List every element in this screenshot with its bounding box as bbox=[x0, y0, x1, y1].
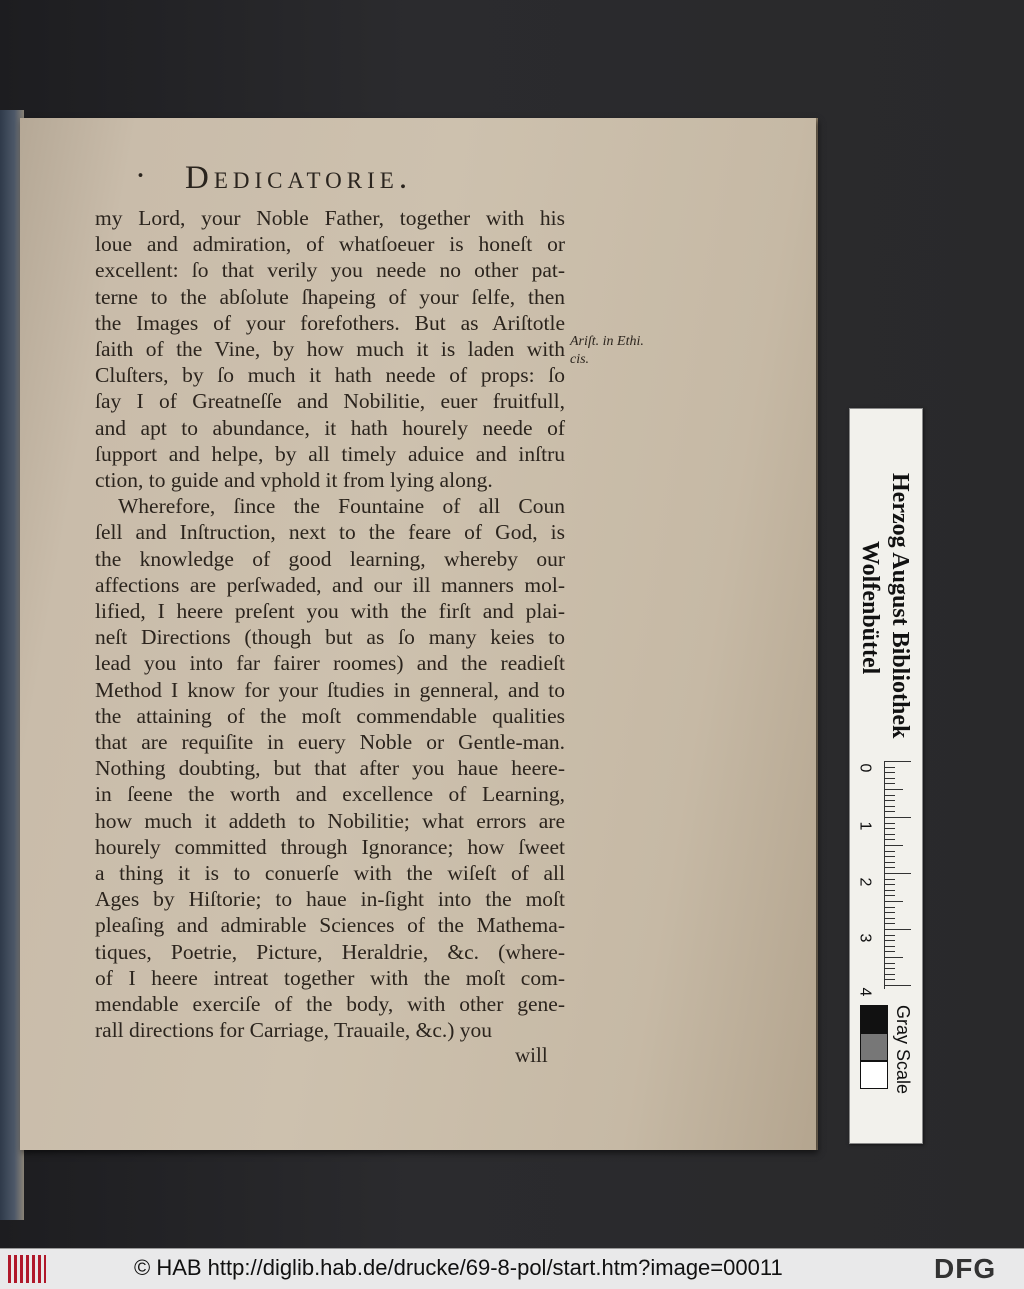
ruler-mark bbox=[885, 968, 895, 969]
ruler-mark bbox=[885, 890, 895, 891]
ruler-mark bbox=[885, 946, 895, 947]
text-line: rall directions for Carriage, Trauaile, &c.) you bbox=[95, 1018, 493, 1043]
ruler-mark bbox=[885, 839, 895, 840]
library-name: Herzog August Bibliothek bbox=[887, 473, 913, 739]
text-line: Cluſters, by ſo much it hath neede of props: ſo bbox=[95, 363, 565, 388]
ruler-mark bbox=[885, 834, 895, 835]
text-line: pleaſing and admirable Sciences of the Mathema- bbox=[95, 913, 565, 938]
text-line: Ages by Hiſtorie; to haue in-ſight into the moſt bbox=[95, 887, 565, 912]
ruler-mark bbox=[885, 817, 911, 818]
ruler-mark bbox=[885, 800, 895, 801]
ruler-mark bbox=[885, 783, 895, 784]
ruler-mark bbox=[885, 940, 895, 941]
ruler-mark bbox=[885, 957, 903, 958]
text-line: in ſeene the worth and excellence of Learning, bbox=[95, 782, 565, 807]
text-line: ſay I of Greatneſſe and Nobilitie, euer fruitfull, bbox=[95, 389, 565, 414]
footer-link[interactable]: © HAB http://diglib.hab.de/drucke/69-8-pol/start.htm?image=00011 bbox=[134, 1255, 783, 1280]
ruler-mark bbox=[885, 974, 895, 975]
margin-note: Ariſt. in Ethi. bbox=[570, 334, 644, 349]
ruler-mark bbox=[885, 901, 903, 902]
text-line: terne to the abſolute ſhapeing of your ſelfe, then bbox=[95, 284, 565, 309]
gray-block-black bbox=[860, 1005, 888, 1033]
library-city: Wolfenbüttel bbox=[857, 541, 883, 675]
text-line: of I heere intreat together with the moſt com- bbox=[95, 965, 565, 990]
ruler-mark bbox=[885, 845, 903, 846]
ruler-mark bbox=[885, 985, 911, 986]
ruler-mark bbox=[885, 963, 895, 964]
ruler-mark bbox=[885, 811, 895, 812]
gray-block-white bbox=[860, 1061, 888, 1089]
text-line: affections are perſwaded, and our ill manners mol- bbox=[95, 572, 565, 597]
ruler-mark bbox=[885, 856, 895, 857]
ruler-mark bbox=[885, 862, 895, 863]
ruler-mark bbox=[885, 772, 895, 773]
barcode-icon bbox=[8, 1255, 46, 1283]
heading-text: Dedicatorie. bbox=[185, 160, 413, 196]
ruler-mark bbox=[885, 789, 903, 790]
text-line: excellent: ſo that verily you neede no other pat- bbox=[95, 258, 565, 283]
ruler-mark bbox=[885, 867, 895, 868]
text-line: ſell and Inſtruction, next to the feare of God, is bbox=[95, 520, 565, 545]
ruler-mark bbox=[885, 795, 895, 796]
ruler-tick-3: 3 bbox=[856, 933, 874, 943]
text-line: tiques, Poetrie, Picture, Heraldrie, &c. (where- bbox=[95, 939, 565, 964]
text-line: that are requiſite in euery Noble or Gentle-man. bbox=[95, 730, 565, 754]
margin-note-cont: cis. bbox=[570, 352, 590, 367]
text-line: mendable exerciſe of the body, with other gene- bbox=[95, 992, 565, 1016]
text-line: how much it addeth to Nobilitie; what errors are bbox=[95, 808, 565, 833]
ruler-tick-0: 0 bbox=[856, 763, 874, 773]
text-line: and apt to abundance, it hath hourely neede of bbox=[95, 415, 565, 440]
gray-scale-label: Gray Scale bbox=[893, 1005, 913, 1095]
ruler-mark bbox=[885, 767, 895, 768]
footer-bar bbox=[0, 1248, 1024, 1289]
text-line: the attaining of the moſt commendable qualities bbox=[95, 703, 565, 728]
ruler-mark bbox=[885, 879, 895, 880]
text-line: Method I know for your ſtudies in genneral, and to bbox=[95, 677, 565, 702]
text-line: ſaith of the Vine, by how much it is laden with bbox=[95, 337, 565, 361]
ruler-mark bbox=[885, 935, 895, 936]
catchword: will bbox=[515, 1043, 548, 1067]
ruler-mark bbox=[885, 951, 895, 952]
ruler-tick-2: 2 bbox=[856, 877, 874, 887]
text-line: my Lord, your Noble Father, together with his bbox=[95, 206, 565, 230]
page-heading bbox=[135, 158, 413, 197]
ruler-mark bbox=[885, 912, 895, 913]
ruler-mark bbox=[885, 823, 895, 824]
text-line: hourely committed through Ignorance; how ſweet bbox=[95, 834, 565, 859]
ruler-mark bbox=[885, 918, 895, 919]
text-line: lified, I heere preſent you with the firſt and plai- bbox=[95, 599, 565, 623]
text-line: ction, to guide and vphold it from lying along. bbox=[95, 468, 493, 492]
text-line: ſupport and helpe, by all timely aduice and inſtru bbox=[95, 441, 565, 466]
text-line: the Images of your forefothers. But as Ariſtotle bbox=[95, 310, 565, 335]
color-scale-card bbox=[849, 408, 923, 1144]
text-line: a thing it is to conuerſe with the wiſeſt of all bbox=[95, 861, 565, 885]
dfg-logo: DFG bbox=[934, 1253, 997, 1284]
ruler-mark bbox=[885, 873, 911, 874]
text-line: Nothing doubting, but that after you haue heere- bbox=[95, 756, 565, 781]
ruler bbox=[884, 761, 915, 989]
ruler-mark bbox=[885, 923, 895, 924]
ruler-mark bbox=[885, 884, 895, 885]
ruler-mark bbox=[885, 979, 895, 980]
gray-block-mid bbox=[860, 1033, 888, 1061]
ruler-mark bbox=[885, 907, 895, 908]
gray-scale-blocks bbox=[860, 1005, 888, 1089]
text-line: loue and admiration, of whatſoeuer is honeſt or bbox=[95, 232, 565, 257]
text-line: the knowledge of good learning, whereby our bbox=[95, 546, 565, 571]
ruler-mark bbox=[885, 778, 895, 779]
ruler-mark bbox=[885, 895, 895, 896]
heading-dot: · bbox=[135, 158, 151, 194]
text-line: Wherefore, ſince the Fountaine of all Coun bbox=[118, 494, 565, 519]
ruler-mark bbox=[885, 929, 911, 930]
ruler-mark bbox=[885, 851, 895, 852]
ruler-mark bbox=[885, 806, 895, 807]
ruler-tick-1: 1 bbox=[856, 821, 874, 831]
ruler-mark bbox=[885, 828, 895, 829]
text-line: lead you into far fairer roomes) and the readieſt bbox=[95, 651, 565, 676]
ruler-tick-4: 4 bbox=[856, 987, 874, 997]
text-line: neſt Directions (though but as ſo many keies to bbox=[95, 625, 565, 650]
ruler-mark bbox=[885, 761, 911, 762]
